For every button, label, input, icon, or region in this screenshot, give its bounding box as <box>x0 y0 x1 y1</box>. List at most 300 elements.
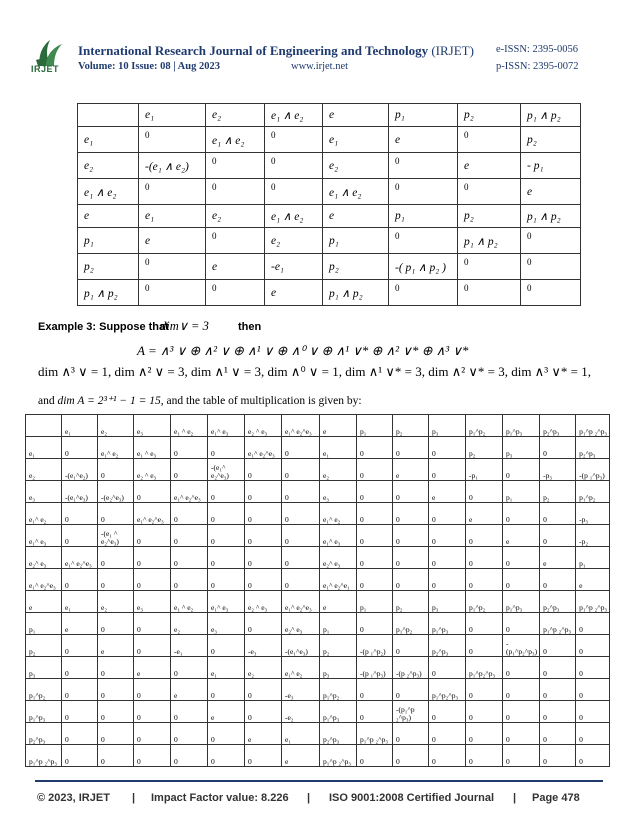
table-cell: p₂ <box>521 127 581 153</box>
table-cell: -(p ₁^p₂) <box>357 635 393 657</box>
dimension-sentence <box>38 393 362 407</box>
table-cell: 0 <box>393 481 429 503</box>
table-cell: e <box>320 415 357 437</box>
table-cell: 0 <box>466 613 503 635</box>
table-cell: e₁ ∧ e₂ <box>265 104 323 127</box>
table-row <box>26 437 610 459</box>
table-row <box>26 745 610 767</box>
table-cell: 0 <box>429 525 466 547</box>
table-cell: 0 <box>208 437 245 459</box>
table-row <box>26 657 610 679</box>
footer-rule <box>35 780 603 782</box>
table-cell: 0 <box>540 503 576 525</box>
table-cell: e₁^ e₂ <box>282 657 320 679</box>
table-cell: 0 <box>171 701 208 723</box>
table-cell: 0 <box>62 745 98 767</box>
table-cell: 0 <box>357 745 393 767</box>
table-cell: 0 <box>208 723 245 745</box>
table-cell: e₂^ e₃ <box>282 613 320 635</box>
table-cell: 0 <box>540 437 576 459</box>
table-cell: -p₁ <box>466 459 503 481</box>
table-cell: p₁ ∧ p₂ <box>323 280 389 306</box>
table-cell: p₁ <box>503 481 540 503</box>
table-cell: -(e₂^e₃) <box>98 481 134 503</box>
table-cell: e <box>503 525 540 547</box>
table-cell: e₁^ e₂^e₃ <box>171 481 208 503</box>
table-cell: p₁ ∧ p₂ <box>458 228 521 254</box>
table-cell: p₁^p₂^p₃ <box>429 679 466 701</box>
table-row <box>26 701 610 723</box>
table-cell: p₂ <box>320 635 357 657</box>
table-cell: e₁ <box>323 127 389 153</box>
table-cell: 0 <box>503 547 540 569</box>
table-cell: 0 <box>429 547 466 569</box>
table-cell: e₁ <box>26 437 62 459</box>
table-cell: e <box>206 254 265 280</box>
table-cell: e₂ <box>171 613 208 635</box>
table-cell: e <box>245 723 282 745</box>
table-cell: 0 <box>245 701 282 723</box>
table-cell: 0 <box>245 503 282 525</box>
table-cell: 0 <box>466 701 503 723</box>
table-cell: 0 <box>429 569 466 591</box>
table-cell: 0 <box>62 679 98 701</box>
table-row <box>26 415 610 437</box>
table-cell: e <box>540 547 576 569</box>
table-cell: 0 <box>139 254 206 280</box>
table-cell: p₁^p₂ <box>320 679 357 701</box>
table-cell: 0 <box>576 613 610 635</box>
table-cell: e₁ <box>282 723 320 745</box>
table-cell: e <box>320 591 357 613</box>
table-cell: e₁ <box>62 415 98 437</box>
table-cell: 0 <box>357 437 393 459</box>
example-then: then <box>238 321 262 333</box>
table-cell: e <box>265 280 323 306</box>
table-cell: 0 <box>139 179 206 205</box>
table-cell: 0 <box>245 613 282 635</box>
table-cell: e <box>139 228 206 254</box>
table-cell: 0 <box>98 459 134 481</box>
eissn: e-ISSN: 2395-0056 <box>496 44 578 55</box>
table-cell: p₁ <box>323 228 389 254</box>
table-cell: 0 <box>134 723 171 745</box>
table-cell: 0 <box>171 437 208 459</box>
table-cell: 0 <box>393 635 429 657</box>
table-cell: 0 <box>282 547 320 569</box>
table-row <box>78 228 581 254</box>
table-cell: p₁^p ₂^p₃ <box>576 415 610 437</box>
table-cell: e₂ <box>26 459 62 481</box>
table-cell: -(e₁^ e₂^e₃) <box>208 459 245 481</box>
table-cell: p₂ <box>393 591 429 613</box>
table-cell: -p₃ <box>576 503 610 525</box>
table-cell: e₁^ e₃ <box>26 525 62 547</box>
table-row <box>78 205 581 228</box>
table-cell: 0 <box>389 153 458 179</box>
table-cell: e₂ ^ e₃ <box>245 415 282 437</box>
table-cell: 0 <box>245 547 282 569</box>
table-cell: 0 <box>98 503 134 525</box>
journal-title <box>78 43 474 59</box>
footer-page: Page 478 <box>532 792 580 804</box>
table-cell: 0 <box>393 437 429 459</box>
table-cell: e₁^ e₂ <box>26 503 62 525</box>
table-cell: 0 <box>208 569 245 591</box>
table-row <box>78 254 581 280</box>
table-cell: e₁^ e₃ <box>208 415 245 437</box>
table-cell: 0 <box>62 657 98 679</box>
table-cell: 0 <box>206 179 265 205</box>
table-cell: e₃ <box>26 481 62 503</box>
table-cell: e₁^ e₂^e₁ <box>320 569 357 591</box>
table-row <box>78 153 581 179</box>
table-cell: e <box>323 104 389 127</box>
table-cell: e₁^ e₂^e₃ <box>26 569 62 591</box>
and-prefix: and <box>38 395 55 407</box>
table-cell: -p₃ <box>540 459 576 481</box>
table-cell: p₃ <box>503 437 540 459</box>
table-cell: 0 <box>521 254 581 280</box>
table-cell: 0 <box>393 547 429 569</box>
table-cell: 0 <box>389 228 458 254</box>
table-cell: 0 <box>393 723 429 745</box>
table-cell: -e₁ <box>265 254 323 280</box>
table-cell: 0 <box>208 679 245 701</box>
table-cell: 0 <box>393 569 429 591</box>
table-cell: 0 <box>208 481 245 503</box>
table-cell: 0 <box>503 459 540 481</box>
table-cell: e₁ ^ e₂ <box>171 591 208 613</box>
table-cell: 0 <box>208 525 245 547</box>
table-cell: e₃ <box>208 613 245 635</box>
table-cell: 0 <box>171 547 208 569</box>
table-cell: 0 <box>134 635 171 657</box>
table-cell: p₂ <box>323 254 389 280</box>
table-cell: 0 <box>466 745 503 767</box>
table-cell: p₂^p₃ <box>429 635 466 657</box>
table-cell: p₃ <box>429 415 466 437</box>
table-cell: 0 <box>393 503 429 525</box>
table-cell: e₁^ e₂ <box>98 437 134 459</box>
table-cell: -(p₁^p ₂^p₃) <box>393 701 429 723</box>
table-cell: 0 <box>282 481 320 503</box>
table-cell: 0 <box>429 657 466 679</box>
table-cell: 0 <box>171 525 208 547</box>
table-cell: 0 <box>576 701 610 723</box>
table-cell: e₁ <box>78 127 139 153</box>
table-cell: 0 <box>357 503 393 525</box>
table-cell: e <box>282 745 320 767</box>
table-cell: -(e₁^e₂) <box>62 459 98 481</box>
table-cell: -e₃ <box>282 679 320 701</box>
table-cell: 0 <box>245 525 282 547</box>
table-cell: e <box>323 205 389 228</box>
table-cell: e₂^ e₃ <box>26 547 62 569</box>
table-cell: e₂ <box>323 153 389 179</box>
table-row <box>26 525 610 547</box>
table-cell: 0 <box>171 459 208 481</box>
table-cell: e₁ ∧ e₂ <box>206 127 265 153</box>
table-cell: 0 <box>576 679 610 701</box>
table-cell: 0 <box>466 481 503 503</box>
table-cell: p₂ <box>458 104 521 127</box>
table-cell: 0 <box>282 503 320 525</box>
table-row <box>26 613 610 635</box>
table-cell: 0 <box>98 723 134 745</box>
table-cell: p₁^p₃ <box>320 701 357 723</box>
table-cell: 0 <box>503 701 540 723</box>
table-cell: 0 <box>98 745 134 767</box>
table-cell: 0 <box>62 503 98 525</box>
table-cell: e₃ <box>134 591 171 613</box>
table-cell: 0 <box>265 179 323 205</box>
table-cell: 0 <box>466 679 503 701</box>
table-cell: 0 <box>458 127 521 153</box>
table-cell: e₂ <box>206 205 265 228</box>
table-cell: -(e₁ ∧ e₂) <box>139 153 206 179</box>
footer-iso: ISO 9001:2008 Certified Journal <box>329 792 495 804</box>
table-cell: 0 <box>282 437 320 459</box>
table-cell: p₂^p₃ <box>540 591 576 613</box>
table-cell: 0 <box>282 459 320 481</box>
table-cell <box>26 415 62 437</box>
table-cell: 0 <box>357 547 393 569</box>
table-cell: 0 <box>540 525 576 547</box>
table-cell: -p₂ <box>576 525 610 547</box>
table-cell: p₃ <box>320 657 357 679</box>
table-cell: p₁^p₃ <box>429 613 466 635</box>
table-cell: p₁ <box>357 591 393 613</box>
table-cell: p₁ ∧ p₂ <box>521 104 581 127</box>
table-cell: p₁ <box>389 205 458 228</box>
table-cell: 0 <box>429 459 466 481</box>
table-cell: 0 <box>540 745 576 767</box>
table-cell: 0 <box>389 280 458 306</box>
table-cell: e₁^ e₃ <box>320 525 357 547</box>
table-cell: 0 <box>98 701 134 723</box>
equation-a: A = ∧³ ∨ ⊕ ∧² ∨ ⊕ ∧¹ ∨ ⊕ ∧⁰ ∨ ⊕ ∧¹ ∨* ⊕ ∧² ∨* ⊕ ∧³ ∨* <box>137 343 469 358</box>
table-cell: 0 <box>576 745 610 767</box>
table-cell: 0 <box>282 525 320 547</box>
table-cell: 0 <box>389 179 458 205</box>
table-cell: p₁^p₂ <box>576 481 610 503</box>
table-cell: 0 <box>134 613 171 635</box>
table-cell: e <box>171 679 208 701</box>
table-cell: 0 <box>245 481 282 503</box>
table-cell: 0 <box>208 547 245 569</box>
table-cell: e <box>393 459 429 481</box>
multiplication-table-2 <box>25 414 610 767</box>
table-cell: 0 <box>429 745 466 767</box>
table-row <box>26 635 610 657</box>
table-cell: p₁^p₃ <box>503 591 540 613</box>
table-cell: e₁^ e₂^e₃ <box>134 503 171 525</box>
table-cell: -(p ₂^p₃) <box>393 657 429 679</box>
example-label: Example 3: Suppose that <box>38 321 169 333</box>
table-cell: e₁ ∧ e₂ <box>323 179 389 205</box>
table-cell: 0 <box>503 569 540 591</box>
table-row <box>26 459 610 481</box>
table-cell: e <box>576 569 610 591</box>
table-cell: 0 <box>393 679 429 701</box>
equation-dims: dim ∧³ ∨ = 1, dim ∧² ∨ = 3, dim ∧¹ ∨ = 3, dim ∧⁰ ∨ = 1, dim ∧¹ ∨* = 3, dim ∧² ∨* = 3, dim ∧³ ∨* = 1, <box>38 364 591 379</box>
table-cell: 0 <box>98 613 134 635</box>
table-cell: 0 <box>357 481 393 503</box>
table-cell: 0 <box>62 635 98 657</box>
table-cell: p₁^p ₂^p₃ <box>357 723 393 745</box>
table-row <box>26 547 610 569</box>
table-cell: 0 <box>540 723 576 745</box>
table-cell: 0 <box>466 525 503 547</box>
table-cell: e <box>429 481 466 503</box>
table-cell: e <box>98 635 134 657</box>
table-cell: e₂ ^ e₃ <box>245 591 282 613</box>
table-cell: 0 <box>466 635 503 657</box>
table-cell: p₁^p ₂^p₃ <box>576 591 610 613</box>
table-cell: 0 <box>206 228 265 254</box>
table-cell: 0 <box>540 701 576 723</box>
table-cell: e₁ ∧ e₂ <box>78 179 139 205</box>
table-cell: e <box>78 205 139 228</box>
table-cell: 0 <box>466 547 503 569</box>
table-cell: -e₂ <box>282 701 320 723</box>
table-cell: p₂ <box>466 437 503 459</box>
table-cell: e₁ ^ e₂ <box>171 415 208 437</box>
table-cell: -e₁ <box>171 635 208 657</box>
table-cell: 0 <box>139 127 206 153</box>
table-cell: e₁ <box>139 104 206 127</box>
table-cell: 0 <box>540 679 576 701</box>
table-cell: 0 <box>171 503 208 525</box>
table-cell: 0 <box>393 745 429 767</box>
page-header <box>0 0 638 80</box>
table-cell: 0 <box>540 635 576 657</box>
and-suffix: , and the table of multiplication is given by: <box>160 395 362 407</box>
table-cell: e₁^ e₂^e₃ <box>282 415 320 437</box>
table-cell: - p₁ <box>521 153 581 179</box>
table-cell: p₁ <box>320 613 357 635</box>
table-cell: p₁^p₂ <box>26 679 62 701</box>
journal-name: International Research Journal of Engineering and Technology <box>78 43 429 58</box>
table-cell: 0 <box>540 657 576 679</box>
table-cell: p₂ <box>458 205 521 228</box>
table-cell: e <box>134 657 171 679</box>
table-cell: 0 <box>576 635 610 657</box>
table-cell: e₁ ∧ e₂ <box>265 205 323 228</box>
table-cell: 0 <box>357 679 393 701</box>
table-cell: e₁ <box>208 657 245 679</box>
table-cell: 0 <box>134 569 171 591</box>
footer-separator: | <box>307 792 311 804</box>
table-cell: p₁^p₃ <box>26 701 62 723</box>
table-cell: e₂ <box>320 459 357 481</box>
table-cell: 0 <box>503 679 540 701</box>
table-cell: 0 <box>171 657 208 679</box>
table-cell: e₂ <box>206 104 265 127</box>
table-cell: 0 <box>134 481 171 503</box>
table-cell: 0 <box>98 569 134 591</box>
website-link[interactable]: www.irjet.net <box>291 61 349 72</box>
table-row <box>78 179 581 205</box>
table-cell: 0 <box>62 723 98 745</box>
table-cell: -e₃ <box>245 635 282 657</box>
table-cell: 0 <box>134 547 171 569</box>
table-cell: 0 <box>503 723 540 745</box>
table-cell: e <box>62 613 98 635</box>
footer-copyright: © 2023, IRJET <box>37 792 110 804</box>
table-cell: 0 <box>208 635 245 657</box>
table-cell: e₁ ^ e₃ <box>134 437 171 459</box>
table-cell: e₁^ e₂ <box>320 503 357 525</box>
table-cell: 0 <box>62 525 98 547</box>
table-cell: 0 <box>282 569 320 591</box>
table-cell: 0 <box>98 547 134 569</box>
table-row <box>78 280 581 306</box>
table-cell: e <box>521 179 581 205</box>
table-cell: 0 <box>357 569 393 591</box>
table-row <box>26 481 610 503</box>
table-cell: 0 <box>62 569 98 591</box>
table-cell <box>78 104 139 127</box>
table-cell: 0 <box>357 525 393 547</box>
table-cell: p₁^p₂ <box>466 591 503 613</box>
table-cell: -( p₁ ∧ p₂ ) <box>389 254 458 280</box>
table-cell: e₁^ e₂^e₃ <box>62 547 98 569</box>
table-cell: 0 <box>265 153 323 179</box>
table-cell: p₂ <box>393 415 429 437</box>
table-cell: 0 <box>139 280 206 306</box>
table-cell: e₂ <box>78 153 139 179</box>
table-cell: 0 <box>62 701 98 723</box>
table-cell: 0 <box>245 745 282 767</box>
table-cell: e₂ <box>245 657 282 679</box>
table-row <box>26 503 610 525</box>
table-cell: e <box>458 153 521 179</box>
table-row <box>26 591 610 613</box>
table-cell: p₁ <box>389 104 458 127</box>
journal-abbr: (IRJET) <box>431 43 474 58</box>
table-cell: -(p₁^p₂^p₃) <box>503 635 540 657</box>
table-cell: 0 <box>171 723 208 745</box>
table-cell: p₂ <box>26 635 62 657</box>
table-cell: 0 <box>503 657 540 679</box>
table-cell: e₁^ e₂^e₃ <box>282 591 320 613</box>
table-cell: 0 <box>245 679 282 701</box>
table-cell: e₂ <box>98 591 134 613</box>
table-cell: e₁ <box>320 437 357 459</box>
table-cell: -(p ₁^p₃) <box>357 657 393 679</box>
table-cell: e₁^ e₂^e₃ <box>245 437 282 459</box>
table-cell: p₁ <box>357 415 393 437</box>
table-cell: 0 <box>393 525 429 547</box>
footer-separator: | <box>513 792 517 804</box>
table-cell: e <box>466 503 503 525</box>
table-cell: e₂ <box>265 228 323 254</box>
table-cell: e <box>26 591 62 613</box>
table-cell: 0 <box>357 701 393 723</box>
table-cell: 0 <box>466 569 503 591</box>
table-cell: p₁ ∧ p₂ <box>521 205 581 228</box>
table-cell: p₂^p₃ <box>320 723 357 745</box>
table-cell: 0 <box>206 280 265 306</box>
table-cell: p₃ <box>26 657 62 679</box>
table-cell: e₁^ e₃ <box>208 591 245 613</box>
table-cell: p₂ <box>540 481 576 503</box>
table-cell: 0 <box>98 679 134 701</box>
table-row <box>26 723 610 745</box>
table-cell: 0 <box>503 503 540 525</box>
